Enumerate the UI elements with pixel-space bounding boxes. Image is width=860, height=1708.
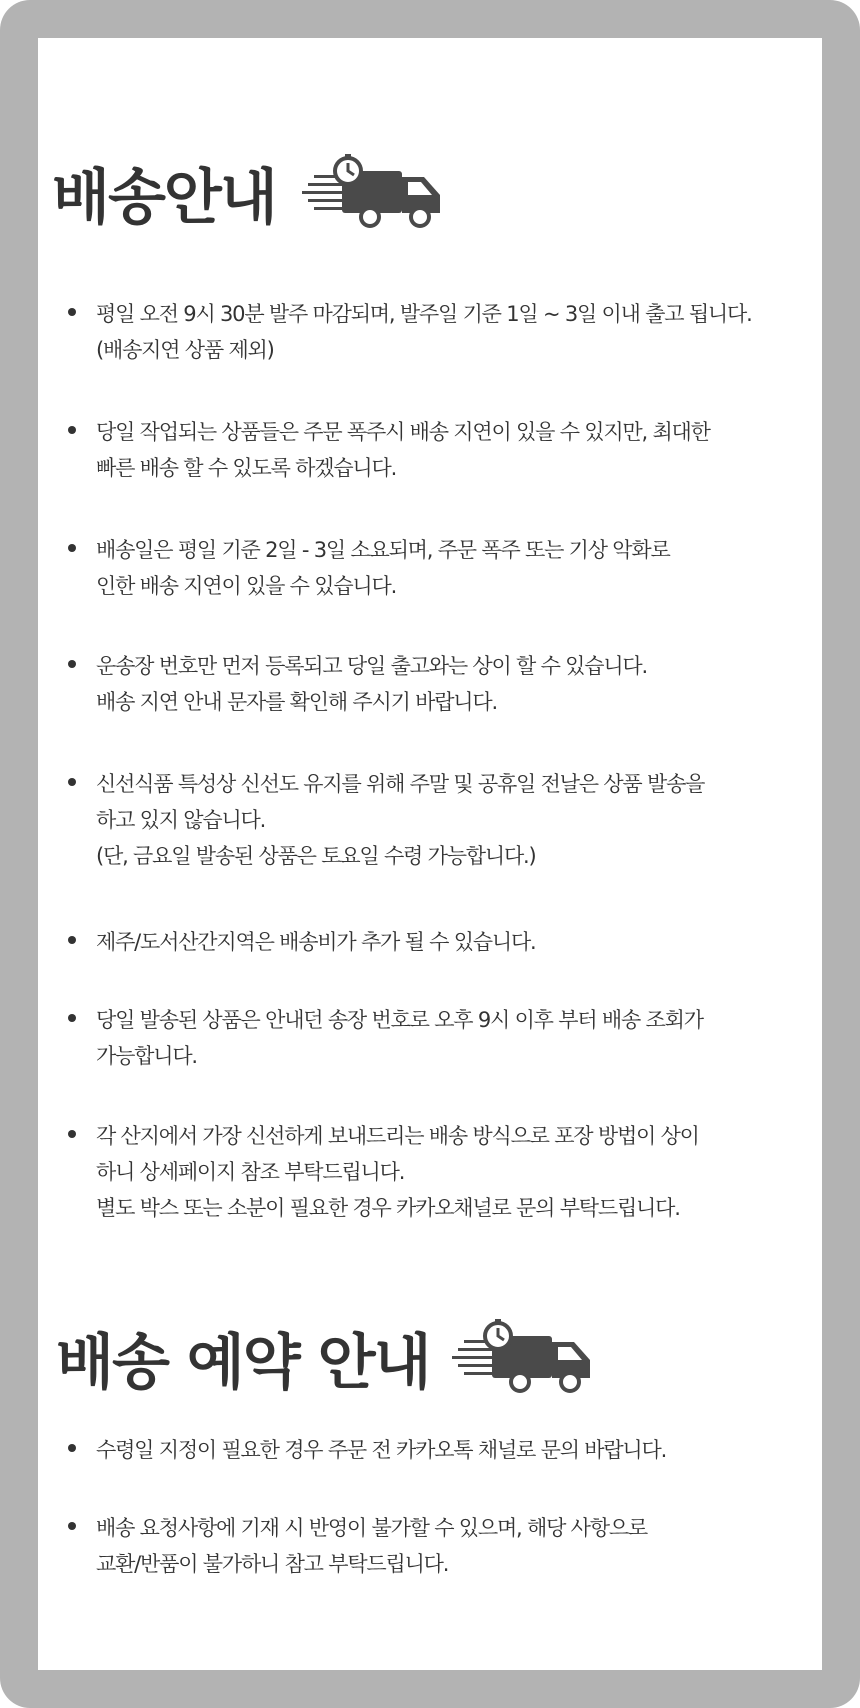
item-line: 각 산지에서 가장 신선하게 보내드리는 배송 방식으로 포장 방법이 상이 [96,1124,699,1148]
section-heading-reservation [56,1306,604,1410]
bullet-dot [68,1130,76,1138]
item-line: 운송장 번호만 먼저 등록되고 당일 출고와는 상이 할 수 있습니다. [96,654,647,678]
item-line: 당일 작업되는 상품들은 주문 폭주시 배송 지연이 있을 수 있지만, 최대한 [96,420,710,444]
bullet-dot [68,1444,76,1452]
bullet-dot [68,426,76,434]
section-title: 배송 예약 안내 [56,1328,430,1398]
item-line: 평일 오전 9시 30분 발주 마감되며, 발주일 기준 1일 ~ 3일 이내 출고 됩니다. [96,302,752,326]
item-line: 제주/도서산간지역은 배송비가 추가 될 수 있습니다. [96,930,536,954]
item-line: 하니 상세페이지 참조 부탁드립니다. [96,1160,405,1184]
item-line: 하고 있지 않습니다. [96,808,266,832]
bullet-dot [68,1522,76,1530]
bullet-dot [68,544,76,552]
item-line: (배송지연 상품 제외) [96,338,274,362]
bullet-dot [68,778,76,786]
item-line: (단, 금요일 발송된 상품은 토요일 수령 가능합니다.) [96,844,536,868]
item-line: 배송 요청사항에 기재 시 반영이 불가할 수 있으며, 해당 사항으로 [96,1516,647,1540]
content-panel [38,38,822,1670]
section-heading-shipping-info [52,138,454,248]
item-line: 교환/반품이 불가하니 참고 부탁드립니다. [96,1552,449,1576]
bullet-dot [68,660,76,668]
bullet-dot [68,936,76,944]
item-line: 빠른 배송 할 수 있도록 하겠습니다. [96,456,397,480]
item-line: 가능합니다. [96,1044,197,1068]
item-line: 인한 배송 지연이 있을 수 있습니다. [96,574,397,598]
delivery-truck-clock-icon [294,153,454,233]
item-line: 당일 발송된 상품은 안내던 송장 번호로 오후 9시 이후 부터 배송 조회가 [96,1008,703,1032]
item-line: 수령일 지정이 필요한 경우 주문 전 카카오톡 채널로 문의 바랍니다. [96,1438,667,1462]
section-title: 배송안내 [52,163,276,233]
bullet-dot [68,1014,76,1022]
delivery-truck-clock-icon [444,1318,604,1398]
item-line: 별도 박스 또는 소분이 필요한 경우 카카오채널로 문의 부탁드립니다. [96,1196,680,1220]
item-line: 신선식품 특성상 신선도 유지를 위해 주말 및 공휴일 전날은 상품 발송을 [96,772,705,796]
bullet-dot [68,308,76,316]
item-line: 배송 지연 안내 문자를 확인해 주시기 바랍니다. [96,690,497,714]
item-line: 배송일은 평일 기준 2일 - 3일 소요되며, 주문 폭주 또는 기상 악화로 [96,538,670,562]
